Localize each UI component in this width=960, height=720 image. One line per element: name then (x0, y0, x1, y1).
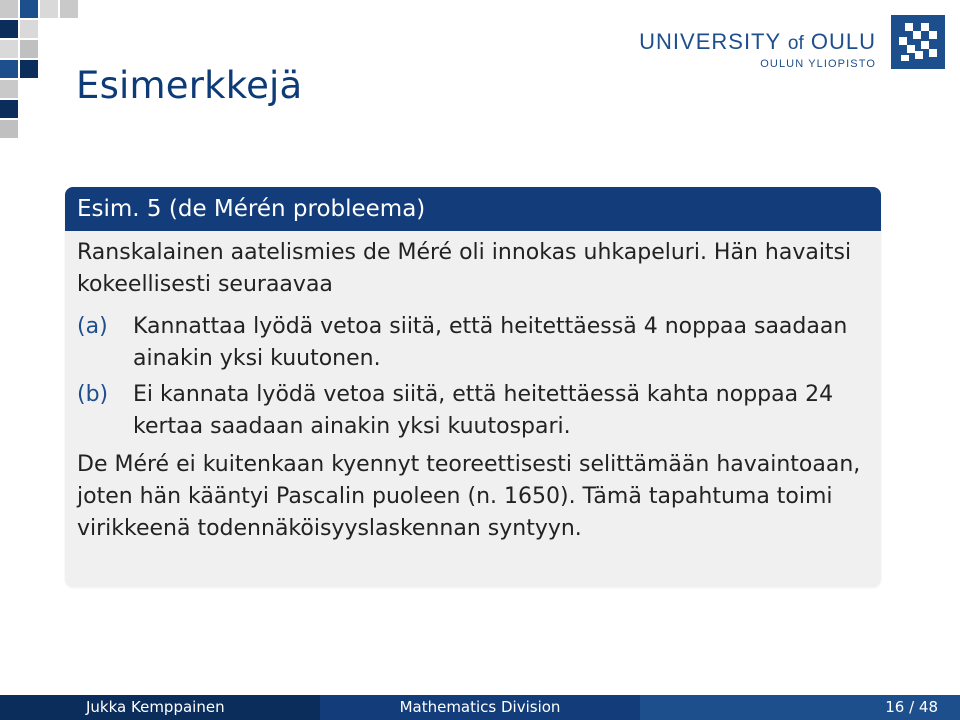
conclusion-paragraph: De Méré ei kuitenkaan kyennyt teoreettisesti selittämään havaintoaan, joten hän kääntyi Pascalin puoleen (n. 1650). Tämä tapahtuma toimi virikkeenä todennäköisyyslaskennan syntyyn. (77, 452, 861, 541)
slide-footer (0, 695, 960, 720)
list-item-label: (b) (77, 382, 109, 407)
logo-main-prefix: UNIVERSITY (639, 29, 781, 54)
university-logo-text (639, 30, 876, 70)
list-item (77, 311, 869, 375)
example-block (65, 187, 881, 587)
list-item-text: Ei kannata lyödä vetoa siitä, että heitettäessä kahta noppaa 24 kertaa saadaan ainakin yksi kuutospari. (133, 382, 834, 439)
corner-decoration (0, 0, 80, 140)
logo-sub-text: OULUN YLIOPISTO (760, 58, 876, 70)
example-block-body (65, 231, 881, 545)
example-block-header: Esim. 5 (de Mérén probleema) (65, 187, 881, 231)
logo-main-text (639, 30, 876, 56)
slide-title: Esimerkkejä (76, 64, 303, 107)
logo-main-suffix: OULU (810, 29, 876, 54)
intro-paragraph: Ranskalainen aatelismies de Méré oli innokas uhkapeluri. Hän havaitsi kokeellisesti seuraavaa (77, 240, 852, 297)
list-item (77, 379, 869, 443)
list-item-text: Kannattaa lyödä vetoa siitä, että heitettäessä 4 noppaa saadaan ainakin yksi kuutonen. (133, 314, 848, 371)
footer-department: Mathematics Division (320, 695, 640, 720)
logo-main-of: of (787, 33, 804, 54)
footer-page-number: 16 / 48 (640, 695, 960, 720)
footer-author: Jukka Kemppainen (0, 695, 320, 720)
list-item-label: (a) (77, 314, 108, 339)
university-of-oulu-logo-icon (891, 15, 945, 69)
